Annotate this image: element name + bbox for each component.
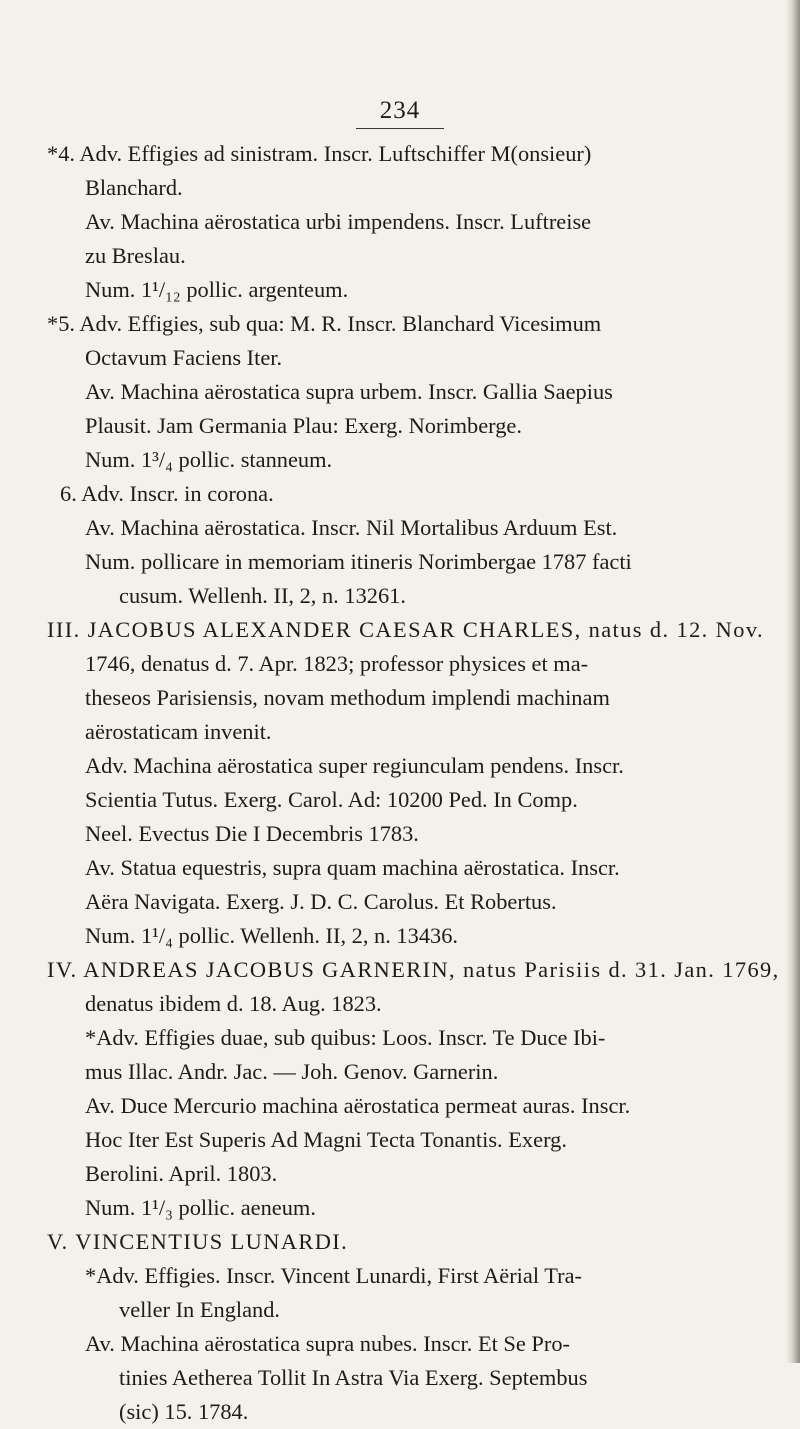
entry-4-av-line: zu Breslau. [85, 243, 186, 268]
section-v-av-line: tinies Aetherea Tollit In Astra Via Exerg. Septembus [119, 1365, 588, 1390]
section-iii-adv-line: Adv. Machina aërostatica super regiunculam pendens. Inscr. [85, 753, 624, 778]
section-v-adv-line: *Adv. Effigies. Inscr. Vincent Lunardi, First Aërial Tra- [85, 1263, 582, 1288]
entry-6-num-line: Num. pollicare in memoriam itineris Norimbergae 1787 facti [85, 549, 632, 574]
entry-4-av-line: Av. Machina aërostatica urbi impendens. Inscr. Luftreise [85, 209, 592, 234]
section-iv-av-line: Berolini. April. 1803. [85, 1161, 278, 1186]
section-iii-bio-line: aërostaticam invenit. [85, 719, 272, 744]
entry-5-adv-line: *5. Adv. Effigies, sub qua: M. R. Inscr. Blanchard Vicesimum [47, 311, 602, 336]
section-iv-heading: IV. ANDREAS JACOBUS GARNERIN, natus Parisiis d. 31. Jan. 1769, [47, 957, 780, 982]
page-number-rule [356, 128, 444, 129]
entry-4-adv-line: Blanchard. [85, 175, 183, 200]
entry-5-av-line: Plausit. Jam Germania Plau: Exerg. Norimberge. [85, 413, 522, 438]
section-iv-adv-line: mus Illac. Andr. Jac. — Joh. Genov. Garnerin. [85, 1059, 499, 1084]
entry-5-adv-line: Octavum Faciens Iter. [85, 345, 283, 370]
section-iii-heading: III. JACOBUS ALEXANDER CAESAR CHARLES, natus d. 12. Nov. [47, 617, 764, 642]
section-v-av-line: (sic) 15. 1784. [119, 1399, 249, 1424]
entry-6-adv-line: 6. Adv. Inscr. in corona. [60, 481, 274, 506]
section-v-av-line: Av. Machina aërostatica supra nubes. Inscr. Et Se Pro- [85, 1331, 570, 1356]
section-iii-num-line: Num. 1¹/₄ pollic. Wellenh. II, 2, n. 13436. [85, 923, 458, 948]
page-number: 234 [379, 97, 421, 124]
section-v-heading: V. VINCENTIUS LUNARDI. [47, 1229, 349, 1254]
section-iv-num-line: Num. 1¹/₃ pollic. aeneum. [85, 1195, 316, 1220]
entry-6-num-line: cusum. Wellenh. II, 2, n. 13261. [119, 583, 406, 608]
entry-5-av-line: Av. Machina aërostatica supra urbem. Inscr. Gallia Saepius [85, 379, 613, 404]
entry-4-adv-line: *4. Adv. Effigies ad sinistram. Inscr. Luftschiffer M(onsieur) [47, 141, 592, 166]
section-iii-adv-line: Scientia Tutus. Exerg. Carol. Ad: 10200 Ped. In Comp. [85, 787, 578, 812]
section-iii-bio-line: theseos Parisiensis, novam methodum implendi machinam [85, 685, 610, 710]
page-edge-shadow [786, 0, 800, 1363]
section-iv-av-line: Av. Duce Mercurio machina aërostatica permeat auras. Inscr. [85, 1093, 631, 1118]
section-iv-adv-line: *Adv. Effigies duae, sub quibus: Loos. Inscr. Te Duce Ibi- [85, 1025, 606, 1050]
section-iii-bio-line: 1746, denatus d. 7. Apr. 1823; professor physices et ma- [85, 651, 589, 676]
entry-6-av-line: Av. Machina aërostatica. Inscr. Nil Mortalibus Arduum Est. [85, 515, 618, 540]
section-iii-adv-line: Neel. Evectus Die I Decembris 1783. [85, 821, 419, 846]
section-iv-bio-line: denatus ibidem d. 18. Aug. 1823. [85, 991, 382, 1016]
entry-5-num-line: Num. 1³/₄ pollic. stanneum. [85, 447, 333, 472]
entry-4-num-line: Num. 1¹/₁₂ pollic. argenteum. [85, 277, 349, 302]
section-iv-av-line: Hoc Iter Est Superis Ad Magni Tecta Tonantis. Exerg. [85, 1127, 567, 1152]
section-iii-av-line: Av. Statua equestris, supra quam machina aërostatica. Inscr. [85, 855, 620, 880]
section-iii-av-line: Aëra Navigata. Exerg. J. D. C. Carolus. Et Robertus. [85, 889, 557, 914]
section-v-adv-line: veller In England. [119, 1297, 281, 1322]
